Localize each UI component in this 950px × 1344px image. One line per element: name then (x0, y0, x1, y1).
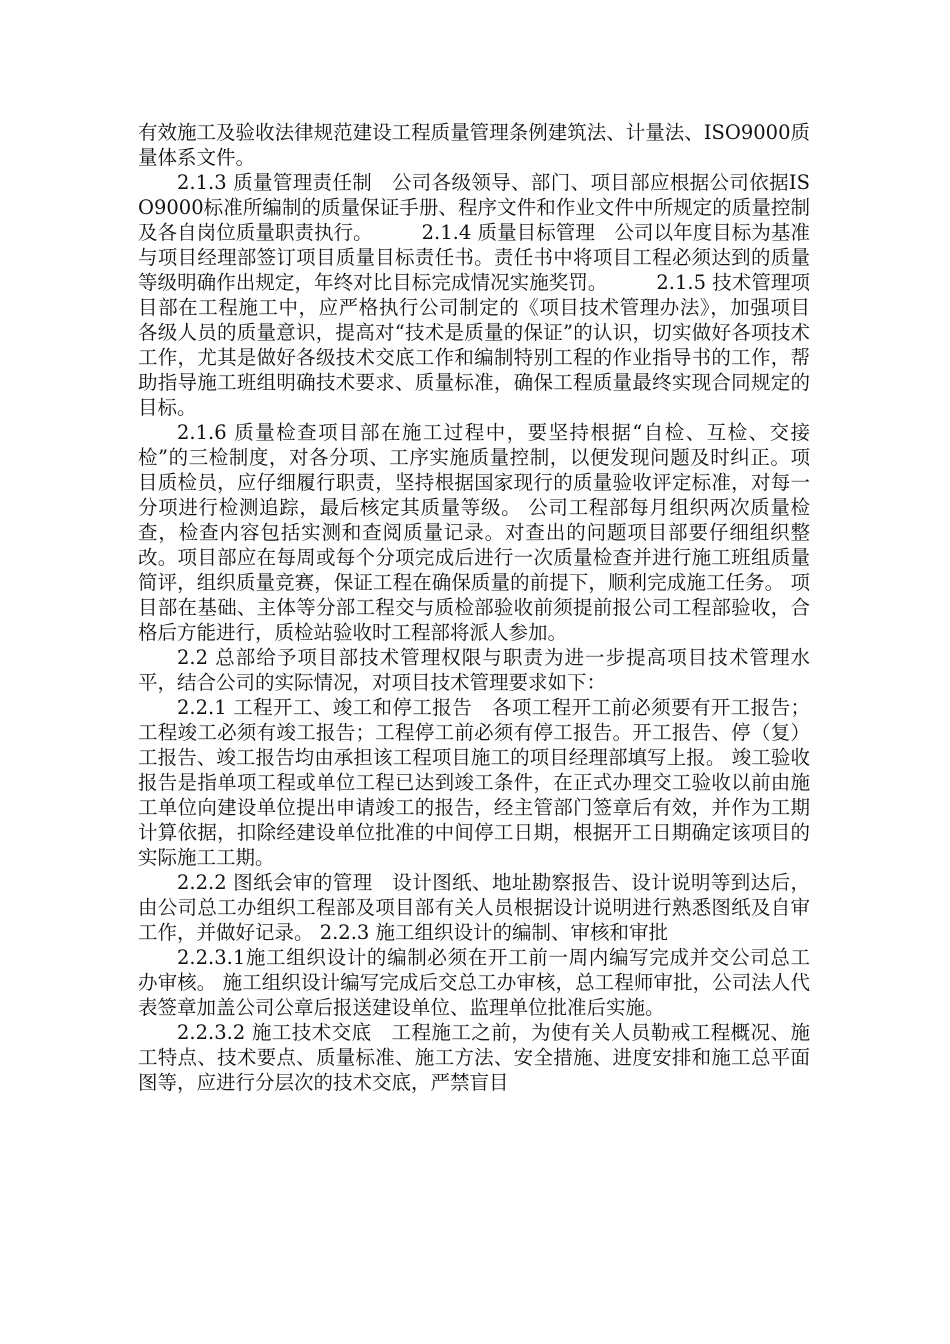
paragraph-8: 2.2.3.2 施工技术交底 工程施工之前，为使有关人员勒戒工程概况、施工特点、技术要点、质量标准、施工方法、安全措施、进度安排和施工总平面图等，应进行分层次的技术交底，严禁盲目 (138, 1021, 810, 1094)
paragraph-5: 2.2.1 工程开工、竣工和停工报告 各项工程开工前必须要有开工报告；工程竣工必须有竣工报告；工程停工前必须有停工报告。开工报告、停（复）工报告、竣工报告均由承担该工程项目施工的项目经理部填写上报。 竣工验收报告是指单项工程或单位工程已达到竣工条件，在正式办理交工验收以前由施工单位向建设单位提出申请竣工的报告，经主管部门签章后有效，并作为工期计算依据，扣除经建设单位批准的中间停工日期，根据开工日期确定该项目的实际施工工期。 (138, 696, 810, 869)
document-body (138, 120, 810, 1095)
paragraph-2: 2.1.3 质量管理责任制 公司各级领导、部门、项目部应根据公司依据ISO9000标准所编制的质量保证手册、程序文件和作业文件中所规定的质量控制及各自岗位质量职责执行。 2.1.4 质量目标管理 公司以年度目标为基准与项目经理部签订项目质量目标责任书。责任书中将项目工程必须达到的质量等级明确作出规定，年终对比目标完成情况实施奖罚。 2.1.5 技术管理项目部在工程施工中，应严格执行公司制定的《项目技术管理办法》，加强项目各级人员的质量意识，提高对“技术是质量的保证”的认识，切实做好各项技术工作，尤其是做好各级技术交底工作和编制特别工程的作业指导书的工作，帮助指导施工班组明确技术要求、质量标准，确保工程质量最终实现合同规定的目标。 (138, 171, 810, 419)
paragraph-4: 2.2 总部给予项目部技术管理权限与职责为进一步提高项目技术管理水平，结合公司的实际情况，对项目技术管理要求如下： (138, 646, 810, 694)
paragraph-6: 2.2.2 图纸会审的管理 设计图纸、地址勘察报告、设计说明等到达后，由公司总工办组织工程部及项目部有关人员根据设计说明进行熟悉图纸及自审工作，并做好记录。 2.2.3 施工组织设计的编制、审核和审批 (138, 871, 810, 944)
paragraph-1: 有效施工及验收法律规范建设工程质量管理条例建筑法、计量法、ISO9000质量体系文件。 (138, 121, 810, 169)
paragraph-7: 2.2.3.1施工组织设计的编制必须在开工前一周内编写完成并交公司总工办审核。 施工组织设计编写完成后交总工办审核，总工程师审批，公司法人代表签章加盖公司公章后报送建设单位、监理单位批准后实施。 (138, 946, 810, 1019)
paragraph-3: 2.1.6 质量检查项目部在施工过程中，要坚持根据“自检、互检、交接检”的三检制度，对各分项、工序实施质量控制，以便发现问题及时纠正。项目质检员，应仔细履行职责，坚持根据国家现行的质量验收评定标准，对每一分项进行检测追踪，最后核定其质量等级。 公司工程部每月组织两次质量检查，检查内容包括实测和查阅质量记录。对查出的问题项目部要仔细组织整改。项目部应在每周或每个分项完成后进行一次质量检查并进行施工班组质量简评，组织质量竞赛，保证工程在确保质量的前提下，顺利完成施工任务。 项目部在基础、主体等分部工程交与质检部验收前须提前报公司工程部验收，合格后方能进行，质检站验收时工程部将派人参加。 (138, 421, 810, 644)
